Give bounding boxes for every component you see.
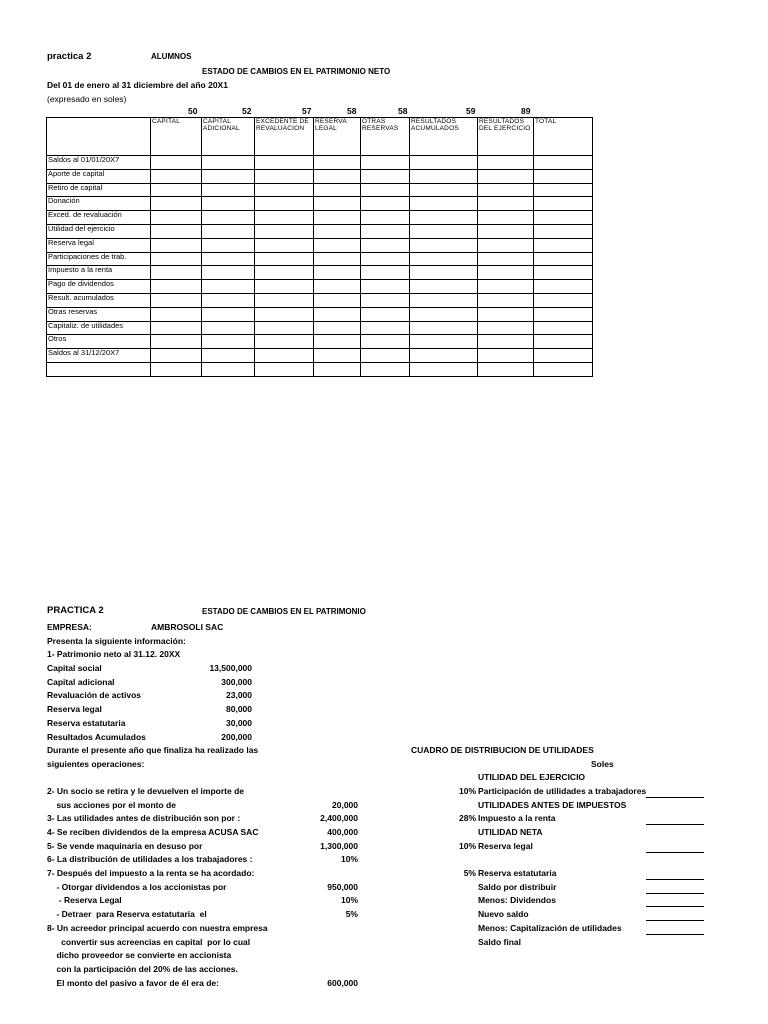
table-cell xyxy=(534,169,593,183)
patrimonio-label: Resultados Acumulados xyxy=(47,731,146,742)
table-row xyxy=(47,280,593,294)
table-cell xyxy=(361,197,410,211)
operation-text: 8- Un acreedor principal acuerdo con nuestra empresa xyxy=(47,923,268,933)
operation-text: dicho proveedor se convierte en accionista xyxy=(47,950,232,960)
table-row xyxy=(47,156,593,170)
table-cell xyxy=(255,238,314,252)
table-cell xyxy=(478,238,534,252)
row-label: Participaciones de trab. xyxy=(47,252,151,266)
table-cell xyxy=(534,362,593,376)
distribution-percent: 10% xyxy=(458,786,476,796)
table-cell xyxy=(410,335,478,349)
table-cell xyxy=(151,211,202,225)
table-cell xyxy=(410,252,478,266)
table-header-row xyxy=(47,118,593,156)
table-row xyxy=(47,252,593,266)
table-cell xyxy=(314,335,361,349)
operation-value: 2,400,000 xyxy=(320,813,358,823)
table-cell xyxy=(151,321,202,335)
patrimonio-label: Capital social xyxy=(47,663,102,673)
operation-value: 20,000 xyxy=(332,800,358,810)
table-cell xyxy=(151,349,202,363)
row-label: Saldos al 31/12/20X7 xyxy=(47,349,151,363)
distribution-label: UTILIDADES ANTES DE IMPUESTOS xyxy=(478,800,627,810)
header-cell: OTRAS RESERVAS xyxy=(361,118,410,156)
table-cell xyxy=(478,307,534,321)
header-cell: RESULTADOS ACUMULADOS xyxy=(410,118,478,156)
table-cell xyxy=(410,362,478,376)
operation-text: El monto del pasivo a favor de él era de: xyxy=(47,978,219,988)
table-cell xyxy=(255,197,314,211)
header-cell: TOTAL xyxy=(534,118,593,156)
table-cell xyxy=(151,280,202,294)
operation-value: 950,000 xyxy=(327,882,358,892)
table-cell xyxy=(361,307,410,321)
table-cell xyxy=(255,169,314,183)
table-cell xyxy=(534,349,593,363)
row-label: Donación xyxy=(47,197,151,211)
table-row xyxy=(47,169,593,183)
expressed-text: (expresado en soles) xyxy=(47,94,127,104)
table-cell xyxy=(534,156,593,170)
table-cell xyxy=(151,307,202,321)
amount-blank-line xyxy=(646,906,704,907)
amount-blank-line xyxy=(646,879,704,880)
account-code: 89 xyxy=(521,106,531,116)
operation-text: 7- Después del impuesto a la renta se ha acordado: xyxy=(47,868,255,878)
table-cell xyxy=(478,169,534,183)
patrimonio-label: Reserva estatutaria xyxy=(47,717,126,728)
table-cell xyxy=(314,224,361,238)
table-cell xyxy=(361,335,410,349)
header-cell: RESERVA LEGAL xyxy=(314,118,361,156)
table-cell xyxy=(534,183,593,197)
table-cell xyxy=(255,307,314,321)
table-cell xyxy=(478,156,534,170)
row-label: Utilidad del ejercicio xyxy=(47,224,151,238)
operation-text: 3- Las utilidades antes de distribución son por : xyxy=(47,813,241,823)
table-cell xyxy=(534,211,593,225)
table-cell xyxy=(361,224,410,238)
table-cell xyxy=(534,252,593,266)
account-code: 52 xyxy=(242,106,252,116)
operation-text: 5- Se vende maquinaria en desuso por xyxy=(47,841,203,851)
operation-text: 4- Se reciben dividendos de la empresa ACUSA SAC xyxy=(47,827,259,837)
table-cell xyxy=(410,321,478,335)
account-code: 58 xyxy=(347,106,357,116)
row-label: Aporte de capital xyxy=(47,169,151,183)
operation-text: - Otorgar dividendos a los accionistas por xyxy=(47,882,227,892)
table-cell xyxy=(361,266,410,280)
table-cell xyxy=(314,293,361,307)
table-cell xyxy=(478,224,534,238)
table-cell xyxy=(534,266,593,280)
distribution-label: Reserva legal xyxy=(478,841,533,851)
patrimonio-value: 200,000 xyxy=(221,731,252,742)
practica-label: practica 2 xyxy=(47,51,92,62)
row-label: Exced. de revaluación xyxy=(47,211,151,225)
table-row xyxy=(47,293,593,307)
table-cell xyxy=(314,238,361,252)
durante-line-2: siguientes operaciones: xyxy=(47,759,145,769)
table-cell xyxy=(151,335,202,349)
operation-value: 10% xyxy=(340,895,358,905)
distribution-percent: 28% xyxy=(458,813,476,823)
table-cell xyxy=(202,335,255,349)
table-cell xyxy=(314,266,361,280)
table-cell xyxy=(361,349,410,363)
table-cell xyxy=(478,183,534,197)
table-cell xyxy=(255,266,314,280)
practica-title: PRACTICA 2 xyxy=(47,605,104,616)
patrimonio-value: 30,000 xyxy=(226,717,252,728)
patrimonio-label: Revaluación de activos xyxy=(47,690,142,701)
empresa-label: EMPRESA: xyxy=(47,622,92,632)
row-label: Result. acumulados xyxy=(47,293,151,307)
period-text: Del 01 de enero al 31 diciembre del año 20X1 xyxy=(47,80,228,90)
table-cell xyxy=(202,266,255,280)
table-cell xyxy=(202,280,255,294)
table-cell xyxy=(151,156,202,170)
intro-text: Presenta la siguiente información: xyxy=(47,636,186,646)
operation-text: sus acciones por el monto de xyxy=(47,800,176,810)
patrimonio-label: Reserva legal xyxy=(47,704,102,715)
distribution-label: Reserva estatutaria xyxy=(478,868,557,878)
table-cell xyxy=(478,211,534,225)
table-cell xyxy=(202,156,255,170)
soles-label: Soles xyxy=(591,759,614,769)
table-row xyxy=(47,183,593,197)
header-cell: CAPITAL xyxy=(151,118,202,156)
table-cell xyxy=(202,211,255,225)
distribution-label: Participación de utilidades a trabajadores xyxy=(478,786,647,796)
table-cell xyxy=(202,238,255,252)
table-cell xyxy=(478,252,534,266)
table-cell xyxy=(478,280,534,294)
distribution-percent: 5% xyxy=(463,868,476,878)
table-cell xyxy=(255,349,314,363)
row-label: Saldos al 01/01/20X7 xyxy=(47,156,151,170)
table-cell xyxy=(202,183,255,197)
table-cell xyxy=(314,321,361,335)
account-code: 57 xyxy=(302,106,312,116)
table-cell xyxy=(478,293,534,307)
amount-blank-line xyxy=(646,920,704,921)
row-label: Reserva legal xyxy=(47,238,151,252)
table-cell xyxy=(361,293,410,307)
table-cell xyxy=(151,224,202,238)
table-cell xyxy=(202,307,255,321)
table-cell xyxy=(151,362,202,376)
header-cell: CAPITAL ADICIONAL xyxy=(202,118,255,156)
equity-changes-table xyxy=(46,117,593,377)
table-cell xyxy=(478,362,534,376)
row-label: Capitaliz. de utilidades xyxy=(47,321,151,335)
row-label: Pago de dividendos xyxy=(47,280,151,294)
table-cell xyxy=(410,169,478,183)
table-cell xyxy=(314,169,361,183)
row-label: Otros xyxy=(47,335,151,349)
table-cell xyxy=(478,321,534,335)
operation-value: 400,000 xyxy=(327,827,358,837)
table-row xyxy=(47,349,593,363)
table-cell xyxy=(151,266,202,280)
patrimonio-value: 80,000 xyxy=(226,704,252,715)
patrimonio-value: 13,500,000 xyxy=(209,663,252,673)
bottom-statement-title: ESTADO DE CAMBIOS EN EL PATRIMONIO xyxy=(202,607,366,616)
table-cell xyxy=(151,293,202,307)
table-cell xyxy=(410,280,478,294)
item-1: 1- Patrimonio neto al 31.12. 20XX xyxy=(47,649,181,659)
header-cell-blank xyxy=(47,118,151,156)
row-label: Retiro de capital xyxy=(47,183,151,197)
table-cell xyxy=(255,362,314,376)
table-cell xyxy=(202,362,255,376)
distribution-label: Menos: Capitalización de utilidades xyxy=(478,923,622,933)
distribution-percent: 10% xyxy=(458,841,476,851)
table-row xyxy=(47,224,593,238)
table-row xyxy=(47,362,593,376)
table-cell xyxy=(534,335,593,349)
table-cell xyxy=(151,252,202,266)
distribution-label: Menos: Dividendos xyxy=(478,895,556,905)
table-cell xyxy=(314,362,361,376)
table-cell xyxy=(255,280,314,294)
table-cell xyxy=(361,156,410,170)
operation-text: - Reserva Legal xyxy=(47,895,122,905)
amount-blank-line xyxy=(646,824,704,825)
table-cell xyxy=(410,156,478,170)
table-row xyxy=(47,197,593,211)
table-cell xyxy=(255,293,314,307)
table-cell xyxy=(314,280,361,294)
table-cell xyxy=(314,252,361,266)
table-cell xyxy=(151,238,202,252)
row-label: Impuesto a la renta xyxy=(47,266,151,280)
operation-value: 10% xyxy=(340,854,358,864)
patrimonio-value: 300,000 xyxy=(221,676,252,687)
operation-text: 2- Un socio se retira y le devuelven el importe de xyxy=(47,786,244,796)
amount-blank-line xyxy=(646,893,704,894)
table-cell xyxy=(361,238,410,252)
table-cell xyxy=(255,321,314,335)
table-cell xyxy=(410,183,478,197)
table-cell xyxy=(255,224,314,238)
table-cell xyxy=(151,183,202,197)
distribution-label: UTILIDAD NETA xyxy=(478,827,543,837)
table-cell xyxy=(361,321,410,335)
operation-text: con la participación del 20% de las acciones. xyxy=(47,964,238,974)
table-cell xyxy=(534,307,593,321)
table-row xyxy=(47,266,593,280)
table-cell xyxy=(534,238,593,252)
table-cell xyxy=(202,321,255,335)
table-cell xyxy=(314,156,361,170)
amount-blank-line xyxy=(646,852,704,853)
table-cell xyxy=(478,197,534,211)
table-cell xyxy=(534,224,593,238)
table-row xyxy=(47,321,593,335)
header-cell: EXCEDENTE DE REVALUACION xyxy=(255,118,314,156)
table-cell xyxy=(151,197,202,211)
cuadro-title: CUADRO DE DISTRIBUCION DE UTILIDADES xyxy=(411,745,594,755)
table-cell xyxy=(478,335,534,349)
table-cell xyxy=(410,211,478,225)
table-cell xyxy=(202,197,255,211)
table-cell xyxy=(534,197,593,211)
table-cell xyxy=(255,183,314,197)
row-label: Otras reservas xyxy=(47,307,151,321)
table-cell xyxy=(314,183,361,197)
distribution-label: Nuevo saldo xyxy=(478,909,529,919)
distribution-label: UTILIDAD DEL EJERCICIO xyxy=(478,772,586,782)
amount-blank-line xyxy=(646,797,704,798)
table-cell xyxy=(534,280,593,294)
distribution-label: Impuesto a la renta xyxy=(478,813,556,823)
operation-text: - Detraer para Reserva estatutaria el xyxy=(47,909,207,919)
table-cell xyxy=(410,293,478,307)
row-label xyxy=(47,362,151,376)
table-cell xyxy=(314,307,361,321)
header-cell: RESULTADOS DEL EJERCICIO xyxy=(478,118,534,156)
table-cell xyxy=(410,266,478,280)
table-cell xyxy=(361,169,410,183)
table-cell xyxy=(410,197,478,211)
table-cell xyxy=(361,252,410,266)
table-cell xyxy=(410,349,478,363)
account-code: 50 xyxy=(188,106,198,116)
operation-text: convertir sus acreencias en capital por lo cual xyxy=(47,937,251,947)
table-cell xyxy=(361,211,410,225)
table-row xyxy=(47,211,593,225)
table-cell xyxy=(314,211,361,225)
table-cell xyxy=(255,156,314,170)
amount-blank-line xyxy=(646,934,704,935)
table-cell xyxy=(361,362,410,376)
empresa-name: AMBROSOLI SAC xyxy=(151,622,224,632)
table-cell xyxy=(255,252,314,266)
table-cell xyxy=(255,211,314,225)
table-cell xyxy=(202,169,255,183)
durante-line-1: Durante el presente año que finaliza ha realizado las xyxy=(47,745,259,755)
operation-value: 1,300,000 xyxy=(320,841,358,851)
operation-text: 6- La distribución de utilidades a los trabajadores : xyxy=(47,854,253,864)
table-cell xyxy=(255,335,314,349)
table-row xyxy=(47,335,593,349)
table-cell xyxy=(410,224,478,238)
distribution-label: Saldo por distribuir xyxy=(478,882,557,892)
patrimonio-value: 23,000 xyxy=(226,690,252,701)
table-row xyxy=(47,238,593,252)
table-cell xyxy=(202,252,255,266)
table-cell xyxy=(410,238,478,252)
operation-value: 5% xyxy=(345,909,358,919)
table-cell xyxy=(202,224,255,238)
table-cell xyxy=(534,293,593,307)
operation-value: 600,000 xyxy=(327,978,358,988)
table-cell xyxy=(361,280,410,294)
statement-title: ESTADO DE CAMBIOS EN EL PATRIMONIO NETO xyxy=(202,67,391,76)
table-cell xyxy=(534,321,593,335)
account-code: 59 xyxy=(466,106,476,116)
distribution-label: Saldo final xyxy=(478,937,521,947)
table-cell xyxy=(314,197,361,211)
table-cell xyxy=(151,169,202,183)
table-cell xyxy=(361,183,410,197)
table-row xyxy=(47,307,593,321)
table-cell xyxy=(410,307,478,321)
table-cell xyxy=(314,349,361,363)
table-cell xyxy=(478,266,534,280)
table-cell xyxy=(202,293,255,307)
table-cell xyxy=(202,349,255,363)
account-code: 58 xyxy=(398,106,408,116)
patrimonio-label: Capital adicional xyxy=(47,676,115,687)
table-cell xyxy=(478,349,534,363)
alumnos-label: ALUMNOS xyxy=(151,52,192,61)
